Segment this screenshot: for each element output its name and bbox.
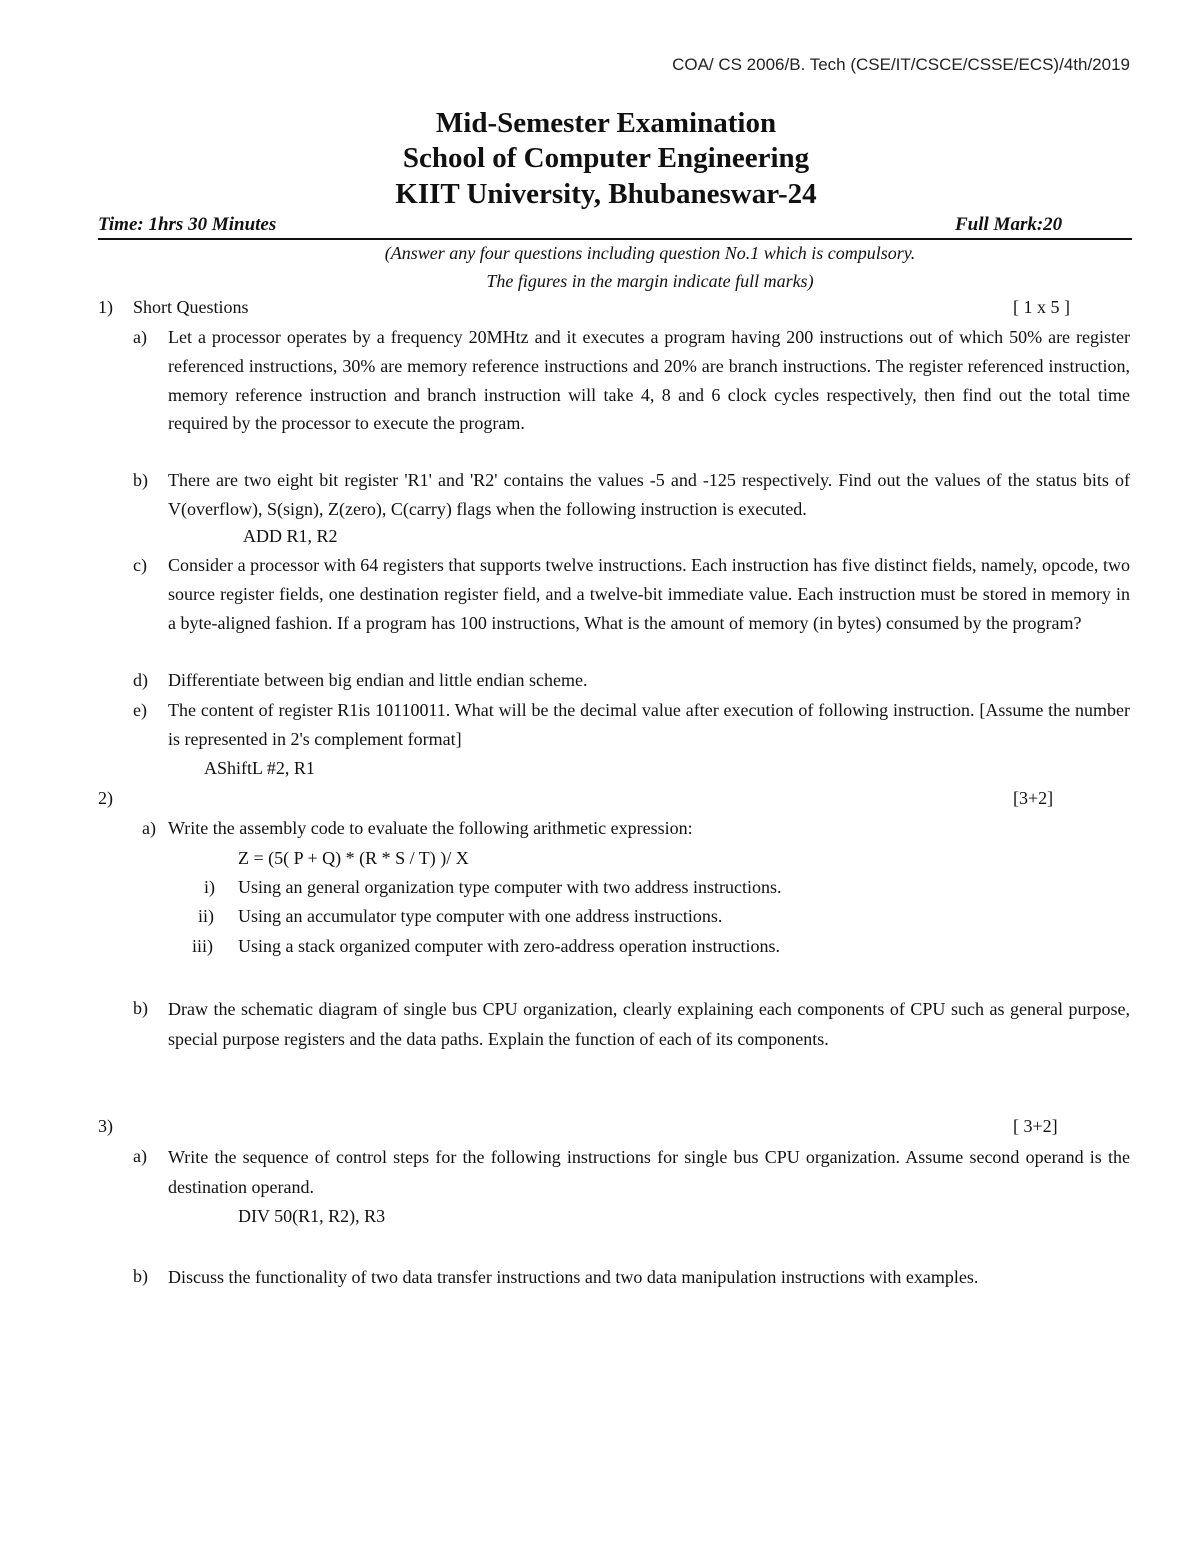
- q1b-label: b): [133, 470, 148, 490]
- q2b-label: b): [133, 998, 148, 1018]
- instruction-line-1: (Answer any four questions including question No.1 which is compulsory.: [384, 243, 916, 263]
- q3a-text: Write the sequence of control steps for the following instructions for single bus CPU organization. Assume second operand is the destination operand.: [168, 1147, 1130, 1197]
- q1c-label: c): [133, 555, 147, 575]
- exam-time: Time: 1hrs 30 Minutes: [98, 214, 277, 235]
- q1b-text: There are two eight bit register 'R1' and 'R2' contains the values -5 and -125 respectively. Find out the values of the status bits of V(overflow), S(sign), Z(zero), C(carry) flags when the following instruction is executed.: [168, 470, 1130, 519]
- q1-marks: [ 1 x 5 ]: [1013, 297, 1070, 317]
- q2a-item-label: i): [204, 877, 215, 897]
- q3-number: 3): [98, 1116, 113, 1136]
- q1c-text: Consider a processor with 64 registers that supports twelve instructions. Each instruction has five distinct fields, namely, opcode, two source register fields, one destination register field, and a twelve-bit immediate value. Each instruction must be stored in memory in a byte-aligned fashion. If a program has 100 instructions, What is the amount of memory (in bytes) consumed by the program?: [168, 555, 1130, 633]
- q2a-item-label: iii): [192, 936, 213, 956]
- q2a-item-text: Using an accumulator type computer with one address instructions.: [238, 906, 723, 926]
- q2a-item-text: Using a stack organized computer with zero-address operation instructions.: [238, 936, 781, 956]
- q2a-expression: Z = (5( P + Q) * (R * S / T) )/ X: [238, 848, 469, 868]
- instruction-line-2: The figures in the margin indicate full marks): [486, 271, 814, 291]
- q1d-label: d): [133, 670, 148, 690]
- school-title: School of Computer Engineering: [402, 142, 810, 174]
- q2a-label: a): [142, 818, 156, 838]
- q1b-code: ADD R1, R2: [243, 526, 338, 546]
- q2-number: 2): [98, 788, 113, 808]
- q3-marks: [ 3+2]: [1013, 1116, 1058, 1136]
- q2b-text: Draw the schematic diagram of single bus CPU organization, clearly explaining each components of CPU such as general purpose, special purpose registers and the data paths. Explain the function of each of its components.: [168, 999, 1130, 1049]
- q2a-item-label: ii): [198, 906, 214, 926]
- q3b-text: Discuss the functionality of two data transfer instructions and two data manipulation instructions with examples.: [168, 1267, 979, 1287]
- q2-marks: [3+2]: [1013, 788, 1054, 808]
- q1a-text: Let a processor operates by a frequency 20MHtz and it executes a program having 200 instructions out of which 50% are register referenced instructions, 30% are memory reference instructions and 20% are branch instructions. The register referenced instruction, memory reference instruction and branch instruction will take 4, 8 and 6 clock cycles respectively, then find out the total time required by the processor to execute the program.: [168, 327, 1130, 434]
- q2a-text: Write the assembly code to evaluate the following arithmetic expression:: [168, 818, 693, 838]
- university-title: KIIT University, Bhubaneswar-24: [395, 178, 817, 210]
- q1d-text: Differentiate between big endian and little endian scheme.: [168, 670, 588, 690]
- q3b-label: b): [133, 1266, 148, 1286]
- course-code: COA/ CS 2006/B. Tech (CSE/IT/CSCE/CSSE/ECS)/4th/2019: [672, 55, 1130, 74]
- full-mark: Full Mark:20: [955, 214, 1063, 235]
- q3a-code: DIV 50(R1, R2), R3: [238, 1206, 386, 1226]
- exam-title: Mid-Semester Examination: [435, 107, 777, 139]
- q1-number: 1): [98, 297, 113, 317]
- q1e-code: AShiftL #2, R1: [204, 758, 315, 778]
- q1e-label: e): [133, 700, 147, 720]
- q3a-label: a): [133, 1146, 147, 1166]
- q1-title: Short Questions: [133, 297, 249, 317]
- q2a-item-text: Using an general organization type computer with two address instructions.: [238, 877, 782, 897]
- q1e-text: The content of register R1is 10110011. What will be the decimal value after execution of following instruction. [Assume the number is represented in 2's complement format]: [168, 700, 1130, 749]
- q1a-label: a): [133, 327, 147, 347]
